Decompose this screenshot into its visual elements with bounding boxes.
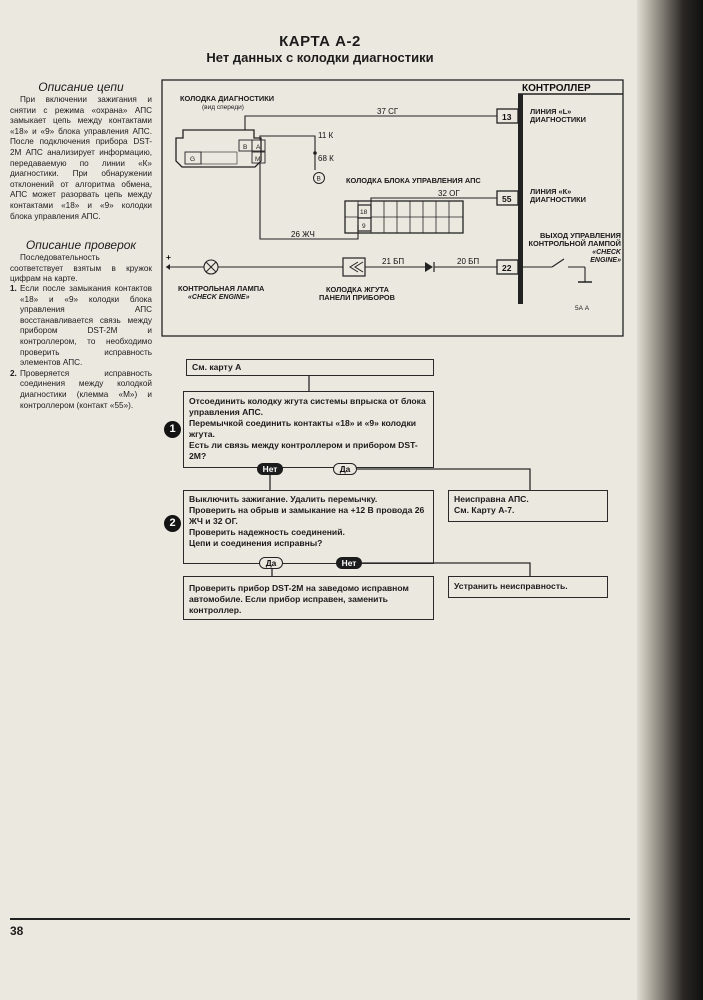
wire-21-label: 21 БП [382, 257, 405, 266]
harness-label-2: ПАНЕЛИ ПРИБОРОВ [319, 293, 395, 302]
step2-no-label: Нет [336, 557, 362, 569]
plus-sign: + [166, 252, 171, 262]
pin-13-label: 13 [502, 112, 512, 122]
step2-yes-label: Да [259, 557, 283, 569]
step1-number: 1 [164, 421, 181, 438]
footer-rule [10, 918, 630, 920]
diag-pin-g: G [190, 156, 196, 163]
step2-number: 2 [164, 515, 181, 532]
check-number: 1. [10, 284, 17, 293]
output-label-2: КОНТРОЛЬНОЙ ЛАМПОЙ [528, 239, 621, 248]
pin-22-label: 22 [502, 263, 512, 273]
diag-pin-m: M [255, 156, 261, 163]
output-label-3: «CHECK [592, 249, 621, 256]
result-check-device-box: Проверить прибор DST-2M на заведомо исправном автомобиле. Если прибор исправен, заменить контроллер. [183, 576, 434, 620]
ground-b-label: B [316, 175, 321, 183]
check-number: 2. [10, 368, 17, 378]
checks-intro-text: Последовательность соответствует взятым в кружок цифрам на карте. [10, 253, 152, 284]
checks-description-heading: Описание проверок [25, 238, 137, 252]
diag-pin-a: A [256, 144, 261, 151]
line-l-label: ЛИНИЯ «L» [530, 107, 572, 116]
check-text: Если после замыкания контактов «18» и «9» колодки блока управления АПС восстанавливается связь между прибором DST-2M и контроллером, то необходимо проверить исправность элементов АПС. [20, 284, 152, 368]
wire-20-label: 20 БП [457, 257, 480, 266]
result-aps-faulty-box: Неисправна АПС. См. Карту А-7. [448, 490, 608, 522]
diag-pin-b: B [243, 144, 248, 151]
wire-32-label: 32 ОГ [438, 189, 460, 198]
harness-label: КОЛОДКА ЖГУТА [326, 285, 389, 294]
wire-11-label: 11 К [318, 131, 334, 140]
output-label-4: ENGINE» [590, 257, 621, 264]
line-k-label: ЛИНИЯ «К» [530, 187, 572, 196]
diag-connector-label: КОЛОДКА ДИАГНОСТИКИ [180, 94, 275, 103]
wire-26-label: 26 ЖЧ [291, 230, 315, 239]
step1-yes-label: Да [333, 463, 357, 475]
result-fix-fault-box: Устранить неисправность. [448, 576, 608, 598]
page-subtitle: Нет данных с колодки диагностики [206, 50, 434, 65]
lamp-label-2: «CHECK ENGINE» [188, 294, 250, 301]
line-k-label-2: ДИАГНОСТИКИ [530, 195, 586, 204]
wire-68-label: 68 К [318, 154, 334, 163]
circuit-description-heading: Описание цепи [38, 80, 124, 94]
start-box: См. карту А [186, 359, 434, 376]
wire-37-label: 37 СГ [377, 107, 399, 116]
lamp-label: КОНТРОЛЬНАЯ ЛАМПА [178, 284, 265, 293]
fuse-label: 5А А [575, 305, 590, 312]
step1-box: Отсоединить колодку жгута системы впрыска от блока управления АПС. Перемычкой соединить контакты «18» и «9» колодки жгута. Есть ли связь между контроллером и прибором DST-2M? [183, 391, 434, 468]
pin-55-label: 55 [502, 194, 512, 204]
aps-pin-18: 18 [360, 209, 368, 216]
page-title: КАРТА А-2 [279, 33, 361, 50]
aps-block-label: КОЛОДКА БЛОКА УПРАВЛЕНИЯ АПС [346, 176, 481, 185]
diag-connector-note: (вид спереди) [202, 104, 244, 111]
step1-no-label: Нет [257, 463, 283, 475]
line-l-label-2: ДИАГНОСТИКИ [530, 115, 586, 124]
page-number: 38 [10, 924, 24, 938]
check-text: Проверяется исправность соединения между колодкой диагностики (клемма «М») и контроллером (контакт «55»). [20, 368, 152, 410]
controller-label: КОНТРОЛЛЕР [522, 83, 591, 94]
aps-pin-9: 9 [362, 223, 366, 230]
circuit-description-text: При включении зажигания и снятии с режима «охрана» АПС замыкает цепь между контактами «18» и «9» блока управления АПС. После подключения прибора DST-2M АПС анализирует информацию, передаваемую по линии «К» диагностики. При обнаружении отклонений от алгоритма обмена, АПС может разорвать цепь между контактами «18» и «9» колодки блока управления АПС. [10, 95, 152, 221]
step2-box: Выключить зажигание. Удалить перемычку. Проверить на обрыв и замыкание на +12 В провода 26 ЖЧ и 32 ОГ. Проверить надежность соединений. Цепи и соединения исправны? [183, 490, 434, 564]
output-label: ВЫХОД УПРАВЛЕНИЯ [539, 231, 621, 240]
